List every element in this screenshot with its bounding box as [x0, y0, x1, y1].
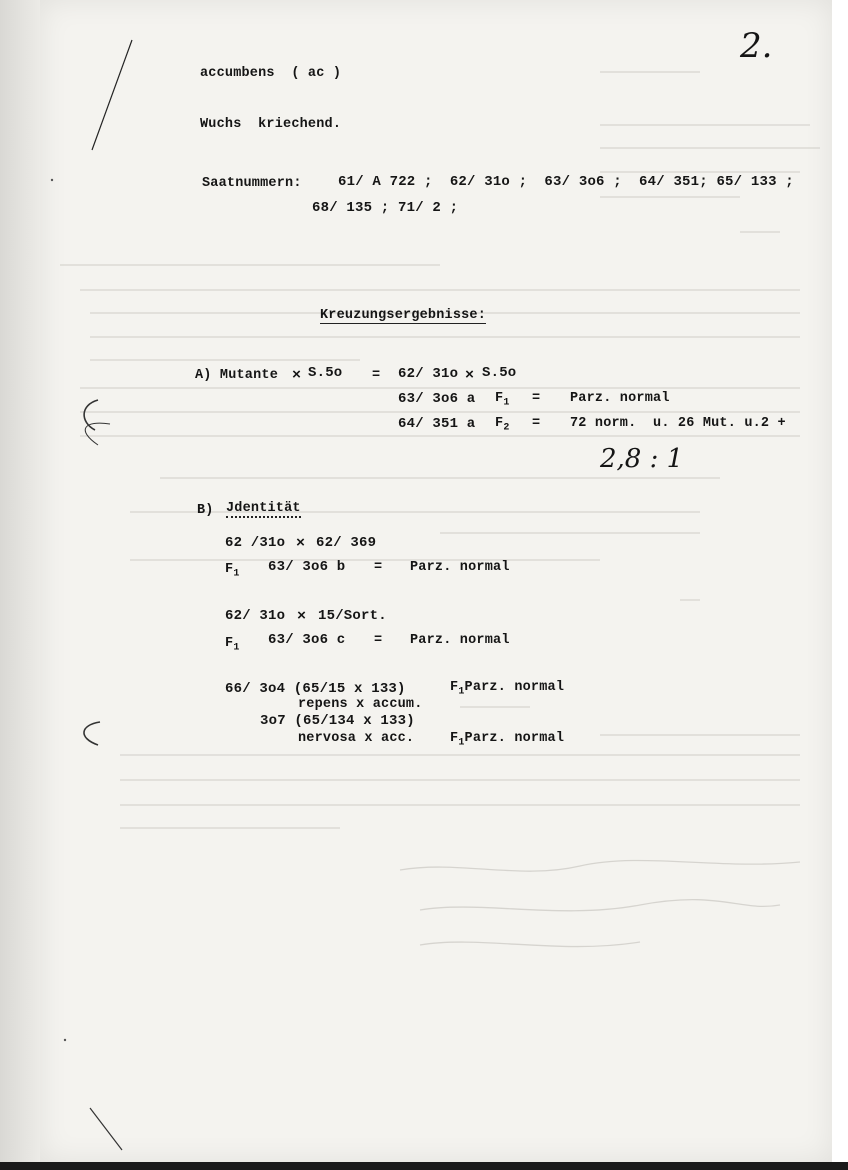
generation-letter: F — [495, 391, 504, 406]
seed-numbers-label: Saatnummern: — [202, 176, 302, 191]
section-a-label: A) Mutante — [195, 368, 279, 383]
scan-bottom-edge — [0, 1162, 848, 1170]
section-a-result: 62/ 31o — [398, 366, 459, 382]
b-cross1-partner: 62/ 369 — [316, 535, 377, 551]
crossing-results-heading: Kreuzungsergebnisse: — [320, 308, 487, 323]
section-a-equals: = — [372, 368, 381, 383]
generation-subscript: 2 — [503, 422, 510, 434]
generation-subscript: 1 — [233, 642, 240, 654]
b-cross4-desc: nervosa x acc. — [298, 731, 415, 746]
page-number: 2. — [740, 26, 773, 66]
pen-marks — [40, 0, 832, 1162]
generation-letter: F — [225, 636, 234, 651]
generation-subscript: 1 — [458, 686, 465, 698]
b-cross2-equals: = — [374, 633, 383, 648]
segregation-ratio: 2,8 : 1 — [600, 444, 684, 474]
section-a-parent: S.5o — [308, 365, 343, 381]
species-heading: accumbens ( ac ) — [200, 66, 342, 81]
b-cross1: 62 /31o — [225, 535, 286, 551]
result-text: Parz. normal — [464, 680, 565, 695]
cross-symbol: × — [296, 535, 306, 552]
generation-letter: F — [450, 731, 459, 746]
growth-habit: Wuchs kriechend. — [200, 117, 342, 132]
seed-numbers-line1: 61/ A 722 ; 62/ 31o ; 63/ 3o6 ; 64/ 351; 65/ 133 ; — [338, 174, 794, 190]
section-b-label: B) — [197, 503, 214, 518]
cross-symbol: × — [465, 367, 475, 384]
b-cross4: 3o7 (65/134 x 133) — [260, 713, 415, 729]
section-a-result-parent: S.5o — [482, 365, 517, 381]
generation-letter: F — [225, 562, 234, 577]
b-cross1-equals: = — [374, 560, 383, 575]
b-cross1-result: Parz. normal — [410, 560, 510, 575]
generation-subscript: 1 — [503, 397, 510, 409]
cross-symbol: × — [292, 367, 302, 384]
b-cross1-f1: 63/ 3o6 b — [268, 559, 346, 575]
generation-subscript: 1 — [233, 568, 240, 580]
b-cross3-desc: repens x accum. — [298, 697, 423, 712]
section-a-f1-result: Parz. normal — [570, 391, 670, 406]
scan-right-edge — [832, 0, 848, 1170]
b-cross2-result: Parz. normal — [410, 633, 510, 648]
document-page — [40, 0, 832, 1162]
scan-left-edge — [0, 0, 40, 1170]
b-cross2-partner: 15/Sort. — [318, 608, 387, 624]
result-text: Parz. normal — [464, 731, 565, 746]
cross-symbol: × — [297, 608, 307, 625]
section-b-title: Jdentität — [226, 501, 301, 516]
section-a-f1-line: 63/ 3o6 a — [398, 391, 476, 407]
section-a-f2-line: 64/ 351 a — [398, 416, 476, 432]
b-cross2: 62/ 31o — [225, 608, 286, 624]
section-a-f1-equals: = — [532, 391, 541, 406]
generation-letter: F — [450, 680, 459, 695]
seed-numbers-line2: 68/ 135 ; 71/ 2 ; — [312, 200, 459, 216]
section-a-f2-result: 72 norm. u. 26 Mut. u.2 + — [570, 416, 786, 431]
generation-subscript: 1 — [458, 737, 465, 749]
b-cross2-f1: 63/ 3o6 c — [268, 632, 346, 648]
b-cross3: 66/ 3o4 (65/15 x 133) — [225, 681, 406, 697]
section-a-f2-equals: = — [532, 416, 541, 431]
generation-letter: F — [495, 416, 504, 431]
